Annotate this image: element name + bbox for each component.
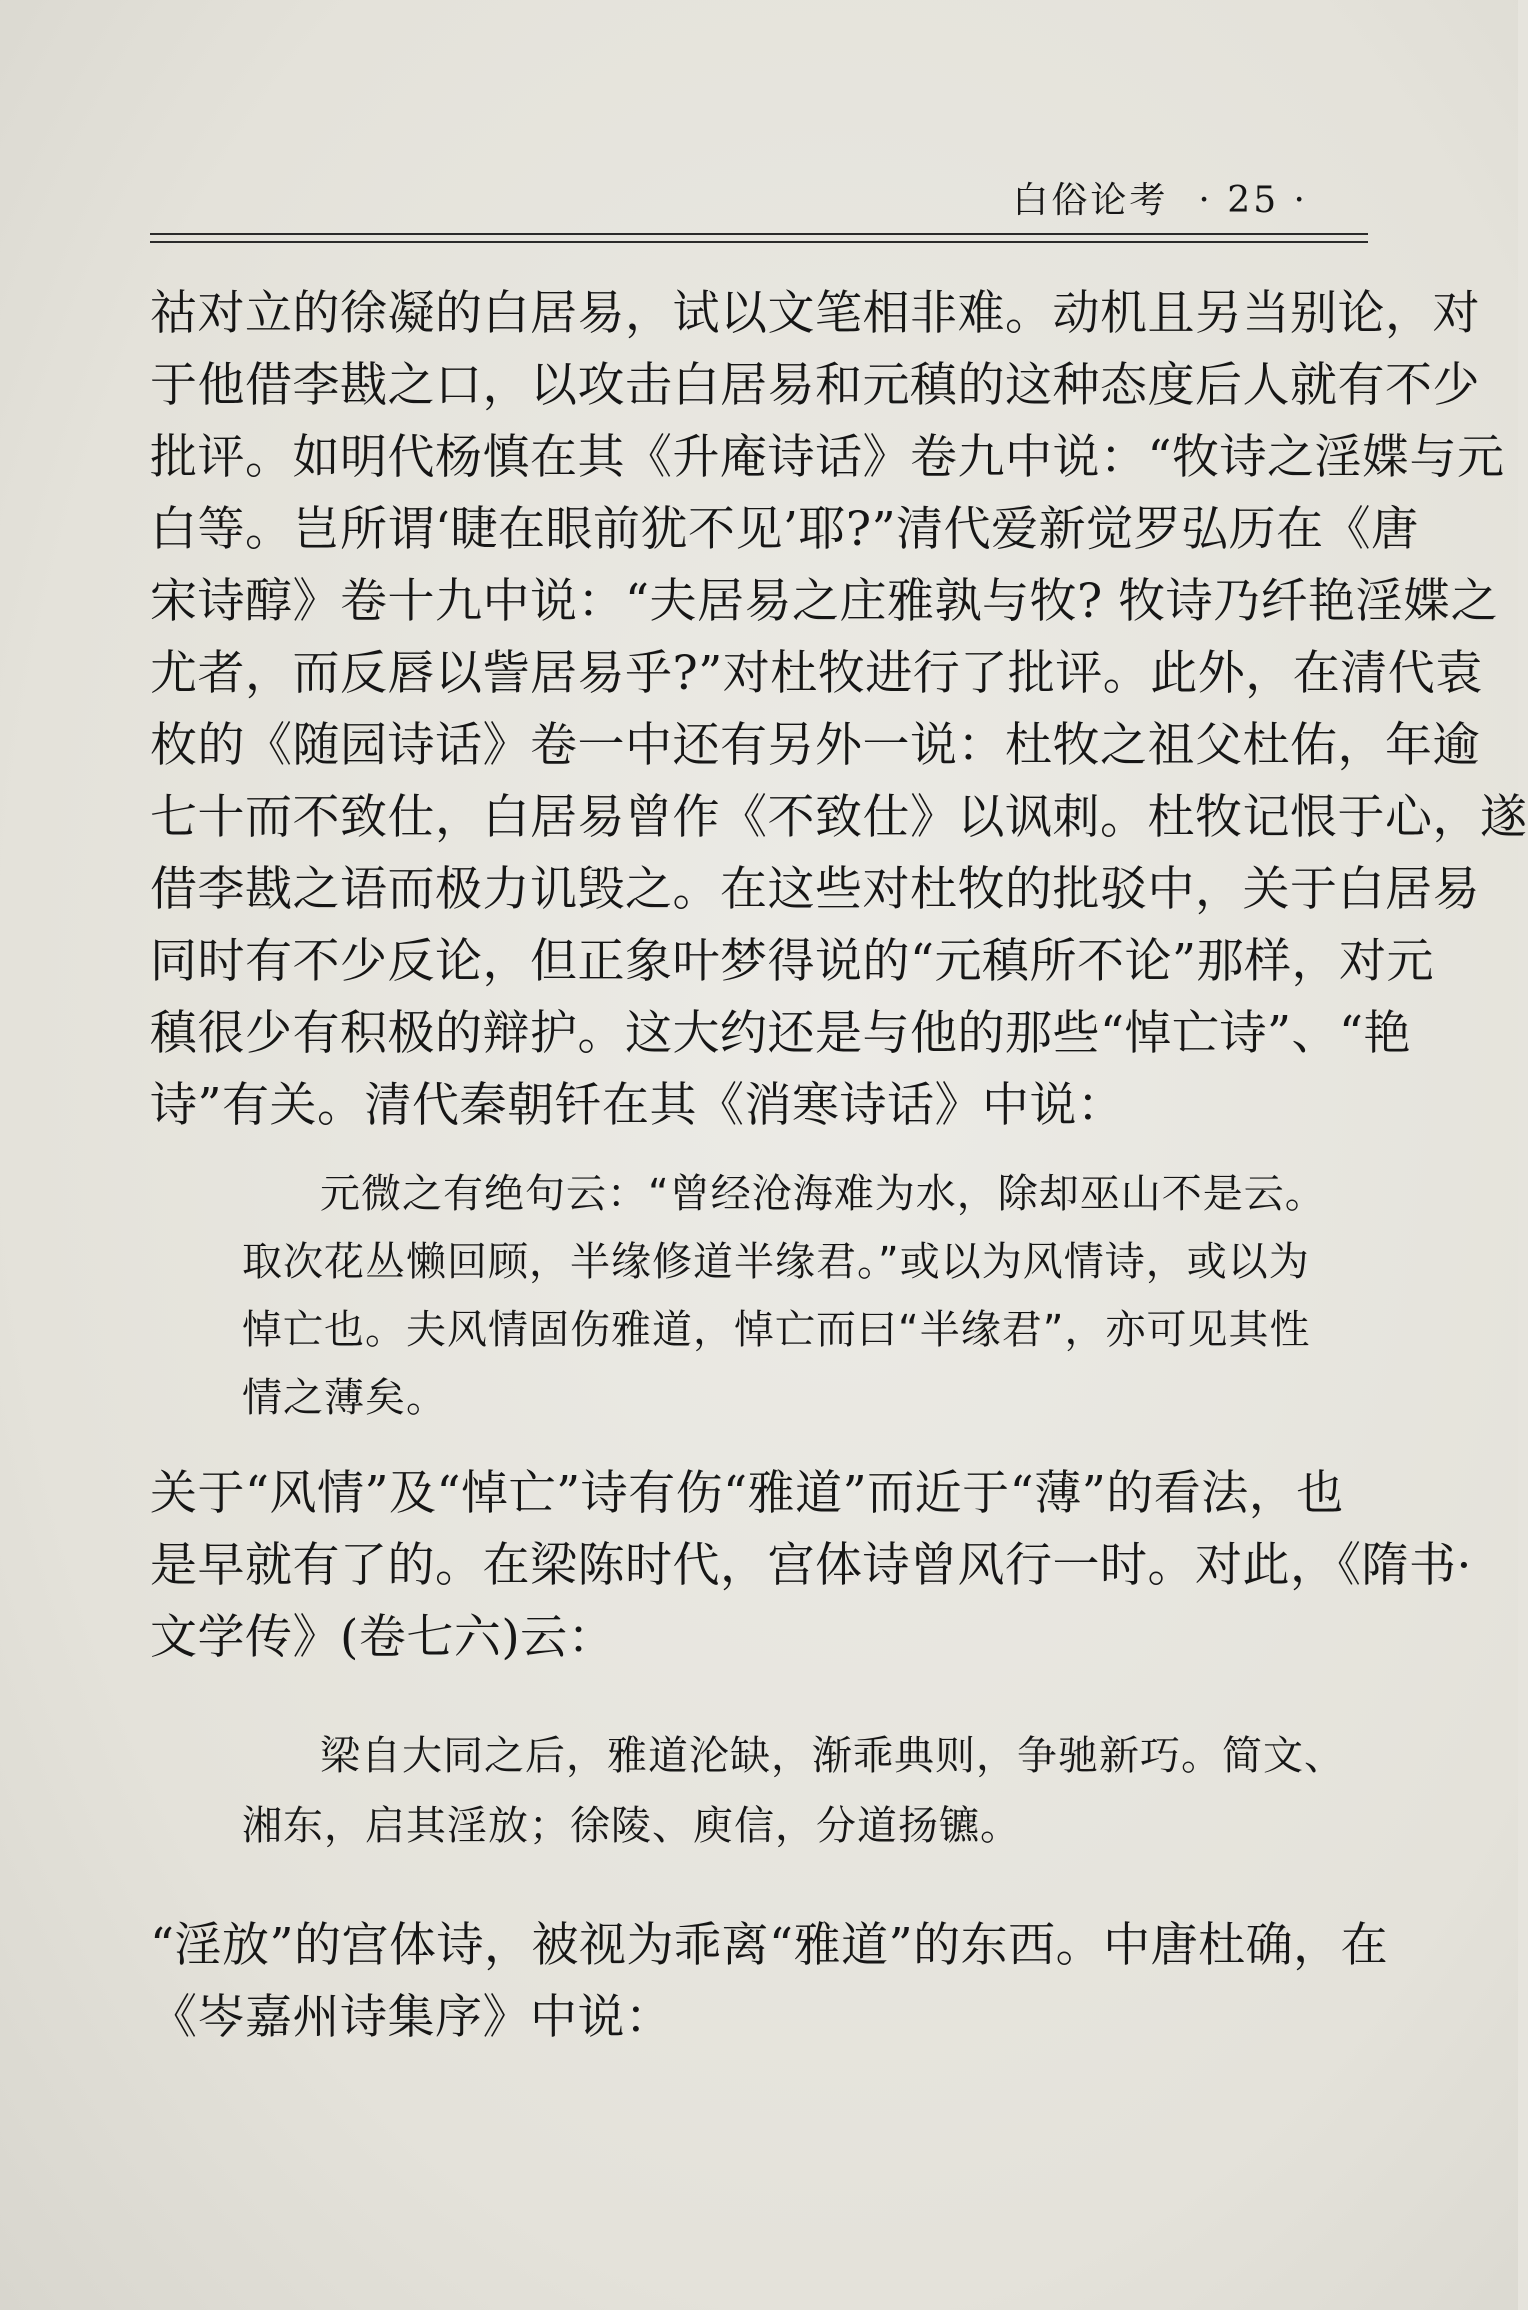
text-line: 七十而不致仕，白居易曾作《不致仕》以讽刺。杜牧记恨于心，遂 xyxy=(150,790,1528,845)
header-title: 白俗论考 xyxy=(1012,180,1169,221)
quote-line: 情之薄矣。 xyxy=(242,1375,447,1421)
text-line: 诗”有关。清代秦朝钎在其《消寒诗话》中说： xyxy=(150,1078,1125,1133)
page-number: · 25 · xyxy=(1198,180,1308,221)
text-line: 尤者，而反唇以訾居易乎?”对杜牧进行了批评。此外，在清代袁 xyxy=(150,646,1483,701)
text-line: 同时有不少反论，但正象叶梦得说的“元稹所不论”那样，对元 xyxy=(150,934,1435,989)
text-line: 文学传》(卷七六)云： xyxy=(150,1610,616,1665)
text-line: 关于“风情”及“悼亡”诗有伤“雅道”而近于“薄”的看法，也 xyxy=(150,1466,1344,1521)
text-line: 借李戡之语而极力讥毁之。在这些对杜牧的批驳中，关于白居易 xyxy=(150,862,1480,917)
quote-line: 梁自大同之后，雅道沦缺，渐乖典则，争驰新巧。简文、 xyxy=(320,1733,1345,1779)
running-header xyxy=(1012,172,1308,223)
quote-line: 取次花丛懒回顾，半缘修道半缘君。”或以为风情诗，或以为 xyxy=(242,1239,1310,1285)
text-line: 宋诗醇》卷十九中说：“夫居易之庄雅孰与牧? 牧诗乃纤艳淫媟之 xyxy=(150,574,1499,629)
text-line: 祜对立的徐凝的白居易，试以文笔相非难。动机且另当别论，对 xyxy=(150,286,1480,341)
text-line: “淫放”的宫体诗，被视为乖离“雅道”的东西。中唐杜确，在 xyxy=(150,1918,1389,1973)
quote-line: 元微之有绝句云：“曾经沧海难为水，除却巫山不是云。 xyxy=(320,1171,1326,1217)
header-rule xyxy=(150,233,1368,235)
text-line: 稹很少有积极的辩护。这大约还是与他的那些“悼亡诗”、“艳 xyxy=(150,1006,1412,1061)
text-line: 《岑嘉州诗集序》中说： xyxy=(150,1990,673,2045)
header-rule-thin xyxy=(150,241,1368,243)
text-line: 于他借李戡之口，以攻击白居易和元稹的这种态度后人就有不少 xyxy=(150,358,1480,413)
text-line: 枚的《随园诗话》卷一中还有另外一说：杜牧之祖父杜佑，年逾 xyxy=(150,718,1480,773)
quote-line: 悼亡也。夫风情固伤雅道，悼亡而曰“半缘君”，亦可见其性 xyxy=(242,1307,1311,1353)
text-line: 批评。如明代杨慎在其《升庵诗话》卷九中说：“牧诗之淫媟与元 xyxy=(150,430,1505,485)
quote-line: 湘东，启其淫放；徐陵、庾信，分道扬镳。 xyxy=(242,1803,1021,1849)
text-line: 是早就有了的。在梁陈时代，宫体诗曾风行一时。对此，《隋书· xyxy=(150,1538,1472,1593)
text-line: 白等。岂所谓‘睫在眼前犹不见’耶?”清代爱新觉罗弘历在《唐 xyxy=(150,502,1419,557)
